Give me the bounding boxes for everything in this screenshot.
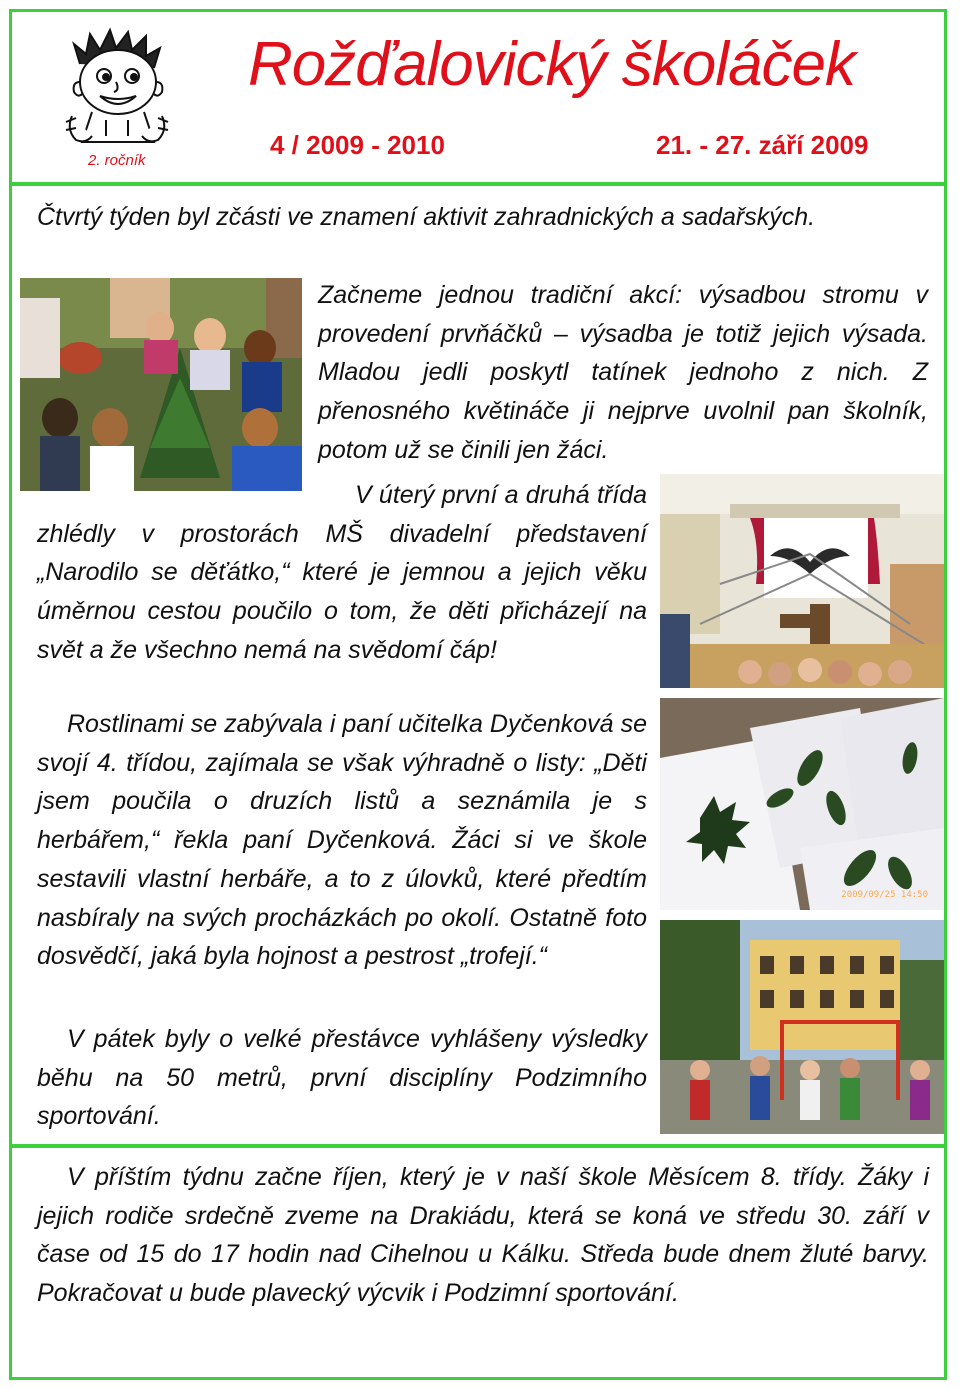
photo-sports-results	[660, 920, 944, 1134]
grade-label: 2. ročník	[88, 152, 146, 169]
newsletter-title: Rožďalovický školáček	[248, 30, 855, 99]
issue-number: 4 / 2009 - 2010	[270, 130, 445, 160]
issue-dates: 21. - 27. září 2009	[656, 130, 869, 160]
article-paragraph: V pátek byly o velké přestávce vyhlášeny výsledky běhu na 50 metrů, první disciplíny Podzimního sportování.	[37, 1025, 647, 1131]
footer-paragraph: V příštím týdnu začne říjen, který je v naší škole Měsícem 8. třídy. Žáky i jejich rodiče srdečně zveme na Drakiádu, která se koná ve středu 30. září v čase od 15 do 17 hodin nad Cihelnou u Kálku. Středa bude dnem žluté barvy. Pokračovat u bude plavecký výcvik i Podzimní sportování.	[37, 1163, 929, 1308]
mascot-boy-drawing	[52, 24, 182, 152]
photo-puppet-theatre	[660, 474, 944, 688]
article-paragraph: V úterý první a druhá třída zhlédly v prostorách MŠ divadelní představení „Narodilo se děťátko,“ které je jemnou a jejich věku úměrnou cestou poučilo o tom, že děti přicházejí na svět a že všechno nemá na svědomí čáp!	[37, 481, 647, 664]
photo-herbarium-leaves	[660, 698, 944, 910]
article-paragraph: Čtvrtý týden byl zčásti ve znamení aktivit zahradnických a sadařských.	[37, 203, 816, 231]
photo-tree-planting	[20, 278, 302, 491]
article-paragraph: Začneme jednou tradiční akcí: výsadbou stromu v provedení prvňáčků – výsadba je totiž jejich výsada. Mladou jedli poskytl tatínek jednoho z nich. Z přenosného květináče ji nejprve uvolnil pan školník, potom už se činili jen žáci.	[318, 281, 928, 464]
article-paragraph: Rostlinami se zabývala i paní učitelka Dyčenková se svojí 4. třídou, zajímala se však výhradně o listy: „Děti jsem poučila o druzích listů a seznámila je s herbářem,“ řekla paní Dyčenková. Žáci si ve škole sestavili vlastní herbáře, a to z úlovků, které předtím nasbíraly na svých procházkách po okolí. Ostatně foto dosvědčí, jaká byla hojnost a pestrost „trofejí.“	[37, 710, 647, 971]
photo-date-stamp: 2009/09/25 14:50	[841, 890, 928, 900]
